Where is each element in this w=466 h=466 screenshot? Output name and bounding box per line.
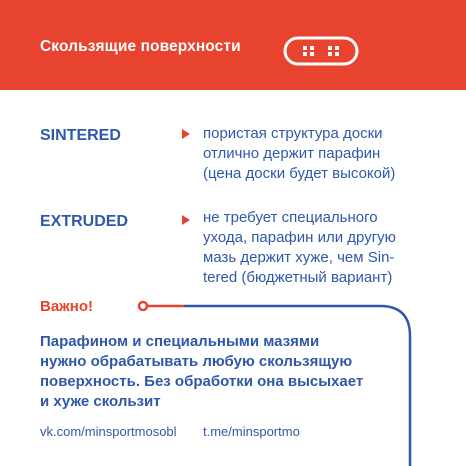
term-sintered: SINTERED: [40, 127, 121, 144]
description-line: отлично держит парафин: [203, 145, 381, 162]
description-line: (цена доски будет высокой): [203, 165, 396, 182]
description-line: не требует специального: [203, 209, 378, 226]
header-banner: [0, 0, 466, 90]
description-line: tered (бюджетный вариант): [203, 269, 393, 286]
notice-line: нужно обрабатывать любую скользящую: [40, 353, 353, 370]
bullet-arrow-icon: [182, 215, 190, 225]
snowboard-icon: [283, 36, 359, 66]
term-extruded: EXTRUDED: [40, 213, 129, 230]
description-extruded: [203, 208, 429, 288]
description-sintered: [203, 124, 429, 184]
notice-line: Парафином и специальными мазями: [40, 333, 320, 350]
description-line: ухода, парафин или другую: [203, 229, 396, 246]
description-line: пористая структура доски: [203, 125, 383, 142]
notice-line: поверхность. Без обработки она высыхает: [40, 373, 364, 390]
page-title: Скользящие поверхности: [40, 38, 241, 55]
vk-link[interactable]: vk.com/minsportmosobl: [40, 424, 177, 439]
bullet-arrow-icon: [182, 129, 190, 139]
important-notice: [40, 332, 363, 412]
description-line: мазь держит хуже, чем Sin-: [203, 249, 395, 266]
notice-line: и хуже скользит: [40, 393, 161, 410]
important-label: Важно!: [40, 298, 94, 315]
telegram-link[interactable]: t.me/minsportmo: [203, 424, 300, 439]
